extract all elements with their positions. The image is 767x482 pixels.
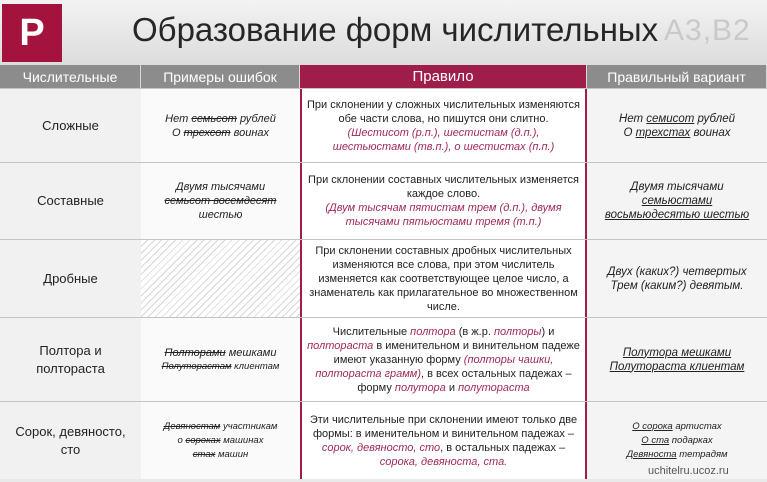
error-example bbox=[141, 318, 300, 401]
numeral: полутораста bbox=[458, 381, 530, 394]
strike-word: семьсот восемдесят bbox=[164, 195, 277, 207]
text: тетрадям bbox=[676, 448, 728, 460]
text: мешками bbox=[225, 346, 277, 359]
rule-cell bbox=[300, 89, 587, 162]
rule-text: При склонении у сложных числительных изменяются обе части слова, но пишутся они слитно. bbox=[307, 98, 580, 125]
text: Нет bbox=[165, 112, 192, 125]
text: Числительные bbox=[332, 325, 411, 338]
strike-word: сороках bbox=[185, 434, 221, 446]
text: и bbox=[445, 381, 459, 394]
error-example bbox=[141, 163, 300, 239]
slide-header bbox=[0, 0, 767, 65]
underlined-word: семисот bbox=[646, 112, 695, 125]
text: рублей bbox=[236, 112, 276, 125]
table-row bbox=[0, 163, 767, 240]
rule-cell bbox=[300, 402, 587, 479]
text: , в всех остальных падежах – форму bbox=[357, 367, 572, 394]
table-row bbox=[0, 89, 767, 163]
numeral: полторы bbox=[493, 325, 542, 338]
underlined-word: Полутораста клиентам bbox=[609, 360, 745, 373]
correct-example bbox=[587, 240, 767, 317]
numeral: сорока, девяноста, ста. bbox=[379, 455, 508, 468]
column-header-numerals: Числительные bbox=[0, 65, 141, 88]
site-watermark: uchitelru.ucoz.ru bbox=[648, 465, 729, 477]
rule-text: При склонении составных дробных числительных изменяются все слова, при этом числитель изменяется как соответствующее целое число, а знаменатель как прилагательное во множественном числе. bbox=[309, 244, 578, 313]
rule-example: (Шестисот (р.п.), шестистам (д.п.), шестьюстами (тв.п.), о шестистах (п.п.) bbox=[332, 126, 555, 153]
underlined-word: О ста bbox=[641, 434, 670, 446]
text: машин bbox=[215, 448, 249, 460]
text: Двумя тысячами bbox=[630, 181, 724, 193]
rule-cell bbox=[300, 163, 587, 239]
underlined-word: О сорока bbox=[632, 420, 673, 432]
column-header-correct: Правильный вариант bbox=[587, 65, 767, 88]
underlined-word: семьюстами bbox=[641, 195, 713, 207]
text: участникам bbox=[220, 420, 278, 432]
text: Нет bbox=[618, 112, 647, 125]
column-header-errors: Примеры ошибок bbox=[141, 65, 300, 88]
error-example bbox=[141, 89, 300, 162]
strike-word: трехсот bbox=[183, 126, 231, 139]
text: клиентам bbox=[231, 360, 280, 372]
strike-word: семьсот bbox=[191, 112, 237, 125]
table-row bbox=[0, 318, 767, 402]
text: артистах bbox=[672, 420, 722, 432]
rule-cell bbox=[300, 318, 587, 401]
text: о bbox=[177, 434, 186, 446]
text: О bbox=[171, 126, 184, 139]
text: Трем (каким?) девятым. bbox=[610, 279, 744, 292]
powerpoint-logo-icon: P bbox=[2, 4, 62, 62]
row-type: Сложные bbox=[0, 89, 141, 162]
numeral: полтора bbox=[410, 325, 456, 338]
numeral: (полторы чашки, полтораста грамм) bbox=[315, 353, 554, 380]
correct-example bbox=[587, 318, 767, 401]
text: шестью bbox=[198, 209, 243, 221]
rule-cell bbox=[300, 240, 587, 317]
numeral: сорок, девяносто, сто bbox=[321, 441, 441, 454]
text: рублей bbox=[694, 112, 736, 125]
text: воинах bbox=[230, 126, 270, 139]
strike-word: Девяностам bbox=[163, 420, 221, 432]
text: ) и bbox=[541, 325, 555, 338]
strike-word: Полуторастам bbox=[161, 360, 232, 372]
numeral: полутора bbox=[394, 381, 446, 394]
text: в именительном и винительном падеже имеют указанную форму bbox=[333, 339, 580, 366]
text: О bbox=[623, 126, 636, 139]
strike-word: Полторами bbox=[164, 346, 226, 359]
numeral: полтораста bbox=[307, 339, 374, 352]
correct-example bbox=[587, 89, 767, 162]
row-type: Сорок, девяносто, сто bbox=[0, 402, 141, 479]
text: подарках bbox=[669, 434, 713, 446]
correct-example bbox=[587, 163, 767, 239]
error-example bbox=[141, 402, 300, 479]
text: Двух (каких?) четвертых bbox=[607, 265, 747, 278]
underlined-word: Девяноста bbox=[626, 448, 677, 460]
rule-example: (Двум тысячам пятистам трем (д.п.), двумя тысячами пятьюстами тремя (т.п.) bbox=[325, 202, 562, 228]
row-type: Дробные bbox=[0, 240, 141, 317]
text: Эти числительные при склонении имеют только две формы: в именительном и винительном падежах – bbox=[309, 413, 578, 440]
column-header-rule: Правило bbox=[300, 65, 587, 88]
text: Двумя тысячами bbox=[175, 181, 266, 193]
empty-hatched-cell bbox=[141, 240, 300, 317]
strike-word: стах bbox=[192, 448, 216, 460]
underlined-word: восьмьюдесятью шестью bbox=[604, 209, 750, 221]
table-header-row bbox=[0, 65, 767, 89]
row-type: Полтора и полтораста bbox=[0, 318, 141, 401]
text: машинах bbox=[220, 434, 264, 446]
numerals-table bbox=[0, 65, 767, 479]
slide-title: Образование форм числительных bbox=[132, 11, 659, 48]
exam-code: А3,В2 bbox=[664, 14, 751, 47]
underlined-word: трехстах bbox=[635, 126, 691, 139]
text: , в остальных падежах – bbox=[440, 441, 566, 454]
text: (в ж.р. bbox=[455, 325, 494, 338]
rule-text: При склонении составных числительных изменяется каждое слово. bbox=[308, 174, 579, 200]
text: воинах bbox=[690, 126, 731, 139]
underlined-word: Полутора мешками bbox=[622, 346, 732, 359]
table-row bbox=[0, 240, 767, 318]
row-type: Составные bbox=[0, 163, 141, 239]
